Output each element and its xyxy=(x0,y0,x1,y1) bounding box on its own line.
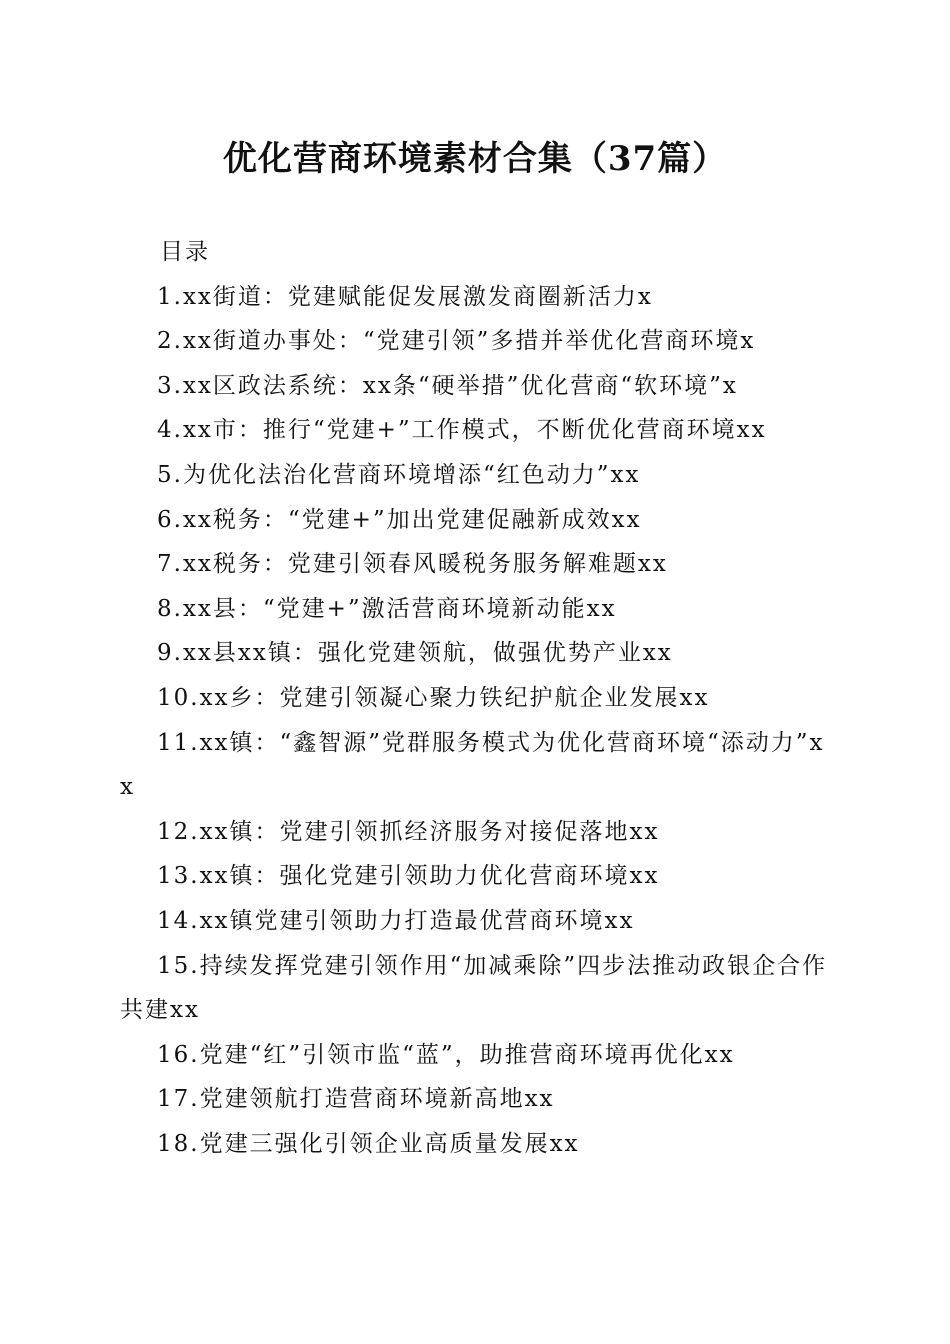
toc-item: 15.持续发挥党建引领作用“加减乘除”四步法推动政银企合作共建xx xyxy=(120,952,828,1024)
toc-item: 6.xx税务：“党建+”加出党建促融新成效xx xyxy=(157,506,642,533)
toc-item: 2.xx街道办事处：“党建引领”多措并举优化营商环境x xyxy=(157,328,756,355)
toc-item: 7.xx税务：党建引领春风暖税务服务解难题xx xyxy=(157,551,668,578)
toc-item: 11.xx镇：“鑫智源”党群服务模式为优化营商环境“添动力”xx xyxy=(120,729,825,801)
table-of-contents xyxy=(120,230,832,1166)
toc-item: 5.为优化法治化营商环境增添“红色动力”xx xyxy=(157,461,641,488)
toc-item: 9.xx县xx镇：强化党建领航，做强优势产业xx xyxy=(157,640,673,667)
toc-item: 14.xx镇党建引领助力打造最优营商环境xx xyxy=(157,907,635,934)
toc-heading: 目录 xyxy=(160,239,210,265)
toc-item: 12.xx镇：党建引领抓经济服务对接促落地xx xyxy=(157,818,660,845)
toc-item: 13.xx镇：强化党建引领助力优化营商环境xx xyxy=(157,863,660,890)
toc-item: 4.xx市：推行“党建+”工作模式，不断优化营商环境xx xyxy=(157,417,767,444)
toc-item: 17.党建领航打造营商环境新高地xx xyxy=(157,1086,555,1113)
toc-item: 8.xx县：“党建+”激活营商环境新动能xx xyxy=(157,595,617,622)
toc-item: 18.党建三强化引领企业高质量发展xx xyxy=(157,1130,580,1157)
toc-item: 1.xx街道：党建赋能促发展激发商圈新活力x xyxy=(157,283,653,310)
document-title: 优化营商环境素材合集（37篇） xyxy=(222,139,728,179)
toc-item: 16.党建“红”引领市监“蓝”，助推营商环境再优化xx xyxy=(157,1041,735,1068)
toc-item: 3.xx区政法系统：xx条“硬举措”优化营商“软环境”x xyxy=(157,372,738,399)
toc-item: 10.xx乡：党建引领凝心聚力铁纪护航企业发展xx xyxy=(157,684,710,711)
